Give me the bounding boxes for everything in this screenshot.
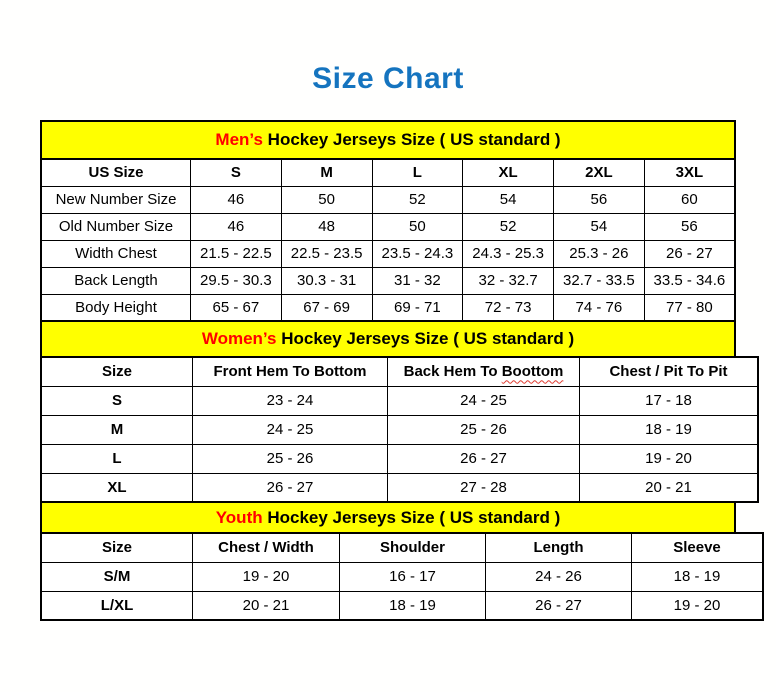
size-value-cell: 25 - 26 xyxy=(193,444,388,473)
size-value-cell: 18 - 19 xyxy=(580,415,759,444)
row-label: Back Length xyxy=(41,267,191,294)
size-value-cell: 25 - 26 xyxy=(388,415,580,444)
table-row xyxy=(41,240,735,267)
mens-size-table xyxy=(40,158,736,322)
size-value-cell: 54 xyxy=(463,186,554,213)
size-value-cell: 26 - 27 xyxy=(486,591,632,620)
row-label: S/M xyxy=(41,562,193,591)
row-label: M xyxy=(41,415,193,444)
row-label: New Number Size xyxy=(41,186,191,213)
youth-banner-highlight: Youth xyxy=(215,507,263,527)
column-header: S xyxy=(191,159,282,186)
size-value-cell: 32.7 - 33.5 xyxy=(554,267,645,294)
size-value-cell: 23.5 - 24.3 xyxy=(372,240,463,267)
size-value-cell: 65 - 67 xyxy=(191,294,282,321)
size-value-cell: 23 - 24 xyxy=(193,386,388,415)
size-value-cell: 77 - 80 xyxy=(644,294,735,321)
size-value-cell: 74 - 76 xyxy=(554,294,645,321)
mens-section-banner xyxy=(40,120,736,160)
table-row xyxy=(41,473,758,502)
size-value-cell: 24 - 25 xyxy=(193,415,388,444)
size-value-cell: 22.5 - 23.5 xyxy=(281,240,372,267)
column-header: Chest / Pit To Pit xyxy=(580,357,759,386)
row-label: Old Number Size xyxy=(41,213,191,240)
size-value-cell: 26 - 27 xyxy=(644,240,735,267)
size-value-cell: 25.3 - 26 xyxy=(554,240,645,267)
size-value-cell: 18 - 19 xyxy=(632,562,764,591)
size-value-cell: 54 xyxy=(554,213,645,240)
size-value-cell: 46 xyxy=(191,213,282,240)
size-value-cell: 52 xyxy=(463,213,554,240)
column-header: Shoulder xyxy=(340,533,486,562)
size-value-cell: 21.5 - 22.5 xyxy=(191,240,282,267)
size-value-cell: 16 - 17 xyxy=(340,562,486,591)
row-label: Width Chest xyxy=(41,240,191,267)
size-value-cell: 19 - 20 xyxy=(632,591,764,620)
youth-size-table xyxy=(40,532,764,621)
size-value-cell: 52 xyxy=(372,186,463,213)
size-value-cell: 26 - 27 xyxy=(193,473,388,502)
row-label: XL xyxy=(41,473,193,502)
womens-banner-highlight: Women’s xyxy=(201,329,277,348)
table-row xyxy=(41,294,735,321)
misspelled-word: Boottom xyxy=(501,363,564,381)
size-value-cell: 19 - 20 xyxy=(580,444,759,473)
column-header: M xyxy=(281,159,372,186)
size-value-cell: 17 - 18 xyxy=(580,386,759,415)
womens-section-banner xyxy=(40,320,736,358)
table-row xyxy=(41,591,763,620)
header-row xyxy=(41,357,758,386)
size-value-cell: 31 - 32 xyxy=(372,267,463,294)
table-row xyxy=(41,562,763,591)
column-header: 2XL xyxy=(554,159,645,186)
womens-size-table xyxy=(40,356,759,503)
table-row xyxy=(41,213,735,240)
size-value-cell: 30.3 - 31 xyxy=(281,267,372,294)
size-value-cell: 46 xyxy=(191,186,282,213)
size-value-cell: 32 - 32.7 xyxy=(463,267,554,294)
table-row xyxy=(41,186,735,213)
column-header: Size xyxy=(41,533,193,562)
size-value-cell: 67 - 69 xyxy=(281,294,372,321)
size-value-cell: 24.3 - 25.3 xyxy=(463,240,554,267)
column-header: Chest / Width xyxy=(193,533,340,562)
header-row xyxy=(41,159,735,186)
size-value-cell: 29.5 - 30.3 xyxy=(191,267,282,294)
column-header: Length xyxy=(486,533,632,562)
size-value-cell: 18 - 19 xyxy=(340,591,486,620)
size-value-cell: 69 - 71 xyxy=(372,294,463,321)
womens-banner-text: Hockey Jerseys Size ( US standard ) xyxy=(276,329,575,348)
size-value-cell: 60 xyxy=(644,186,735,213)
row-label: L/XL xyxy=(41,591,193,620)
column-header: XL xyxy=(463,159,554,186)
size-value-cell: 26 - 27 xyxy=(388,444,580,473)
size-value-cell: 24 - 25 xyxy=(388,386,580,415)
size-value-cell: 72 - 73 xyxy=(463,294,554,321)
size-value-cell: 20 - 21 xyxy=(580,473,759,502)
column-header: Size xyxy=(41,357,193,386)
size-value-cell: 56 xyxy=(554,186,645,213)
mens-banner-text: Hockey Jerseys Size ( US standard ) xyxy=(262,130,561,149)
size-value-cell: 20 - 21 xyxy=(193,591,340,620)
size-value-cell: 24 - 26 xyxy=(486,562,632,591)
size-value-cell: 48 xyxy=(281,213,372,240)
row-label: Body Height xyxy=(41,294,191,321)
mens-banner-highlight: Men’s xyxy=(215,130,263,149)
size-value-cell: 50 xyxy=(281,186,372,213)
column-header: Sleeve xyxy=(632,533,764,562)
header-row xyxy=(41,533,763,562)
youth-banner-text: Hockey Jerseys Size ( US standard ) xyxy=(262,507,561,527)
column-header: US Size xyxy=(41,159,191,186)
row-label: S xyxy=(41,386,193,415)
size-value-cell: 27 - 28 xyxy=(388,473,580,502)
column-header: Back Hem To Boottom xyxy=(388,357,580,386)
size-value-cell: 56 xyxy=(644,213,735,240)
row-label: L xyxy=(41,444,193,473)
table-row xyxy=(41,386,758,415)
youth-section-banner xyxy=(40,501,736,534)
table-row xyxy=(41,267,735,294)
page-title: Size Chart xyxy=(312,62,464,95)
size-value-cell: 33.5 - 34.6 xyxy=(644,267,735,294)
size-value-cell: 50 xyxy=(372,213,463,240)
column-header: L xyxy=(372,159,463,186)
table-row xyxy=(41,415,758,444)
size-chart-tables xyxy=(40,120,736,621)
column-header: Front Hem To Bottom xyxy=(193,357,388,386)
table-row xyxy=(41,444,758,473)
column-header: 3XL xyxy=(644,159,735,186)
size-value-cell: 19 - 20 xyxy=(193,562,340,591)
